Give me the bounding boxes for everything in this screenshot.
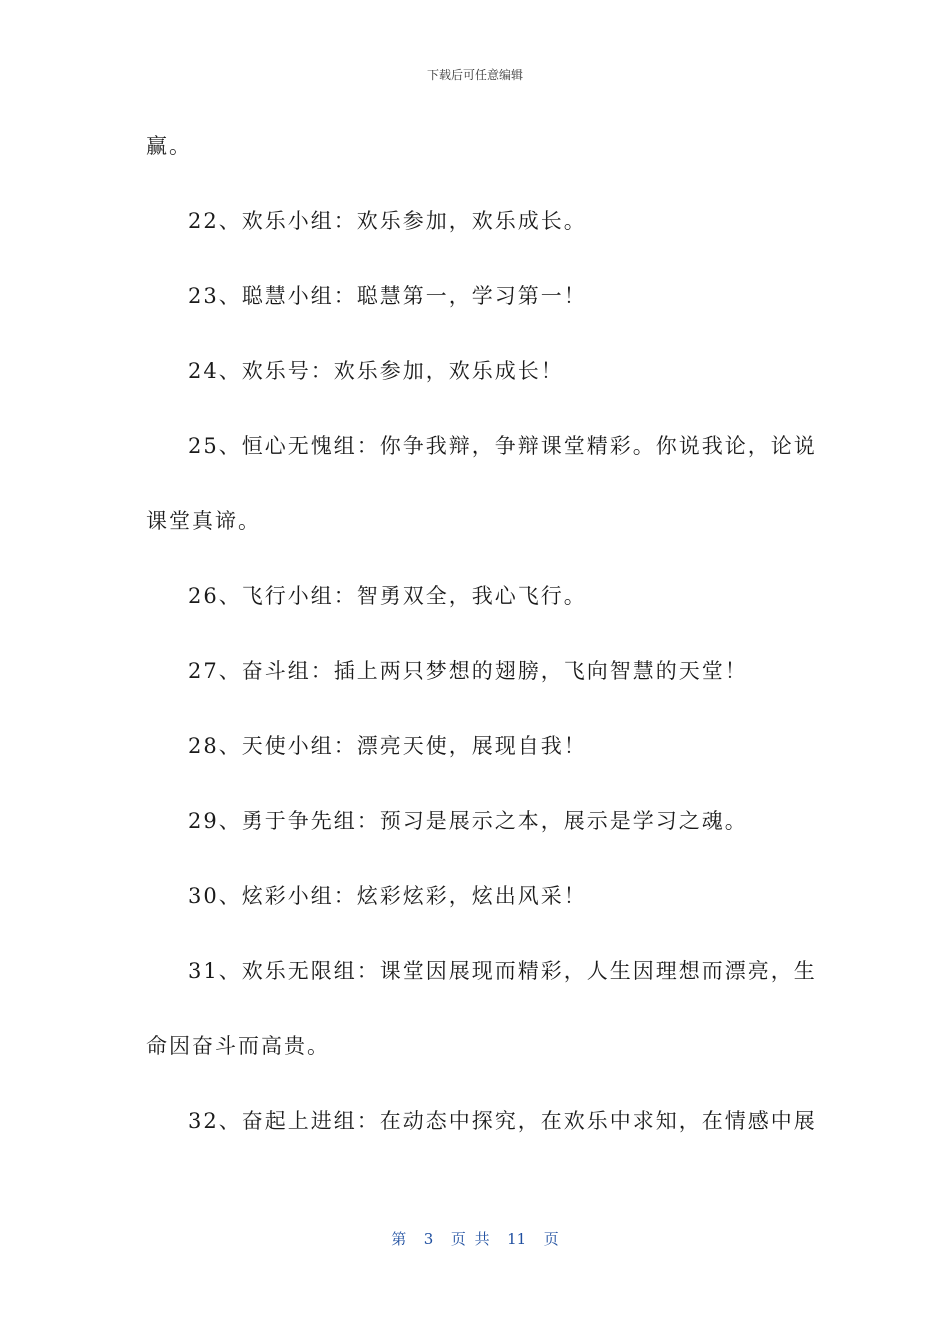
paragraph-line: 命因奋斗而高贵。 [146, 1034, 330, 1058]
paragraph-line: 25、恒心无愧组：你争我辩，争辩课堂精彩。你说我论，论说 [188, 434, 817, 458]
paragraph-line: 30、炫彩小组：炫彩炫彩，炫出风采！ [188, 884, 587, 908]
paragraph-line: 课堂真谛。 [146, 509, 261, 533]
paragraph-line: 24、欢乐号：欢乐参加，欢乐成长！ [188, 359, 564, 383]
document-body [146, 128, 817, 1178]
paragraph-line: 22、欢乐小组：欢乐参加，欢乐成长。 [188, 209, 587, 233]
paragraph-line: 28、天使小组：漂亮天使，展现自我！ [188, 734, 587, 758]
paragraph-line: 32、奋起上进组：在动态中探究，在欢乐中求知，在情感中展 [188, 1109, 817, 1133]
paragraph-line: 26、飞行小组：智勇双全，我心飞行。 [188, 584, 587, 608]
paragraph-line: 23、聪慧小组：聪慧第一，学习第一！ [188, 284, 587, 308]
page-header: 下载后可任意编辑 [426, 68, 523, 82]
paragraph-line: 27、奋斗组：插上两只梦想的翅膀，飞向智慧的天堂！ [188, 659, 748, 683]
page-footer: 第 3 页 共 11 页 [391, 1230, 559, 1248]
paragraph-line: 31、欢乐无限组：课堂因展现而精彩，人生因理想而漂亮，生 [188, 959, 817, 983]
paragraph-line: 赢。 [146, 134, 192, 158]
paragraph-line: 29、勇于争先组：预习是展示之本，展示是学习之魂。 [188, 809, 748, 833]
